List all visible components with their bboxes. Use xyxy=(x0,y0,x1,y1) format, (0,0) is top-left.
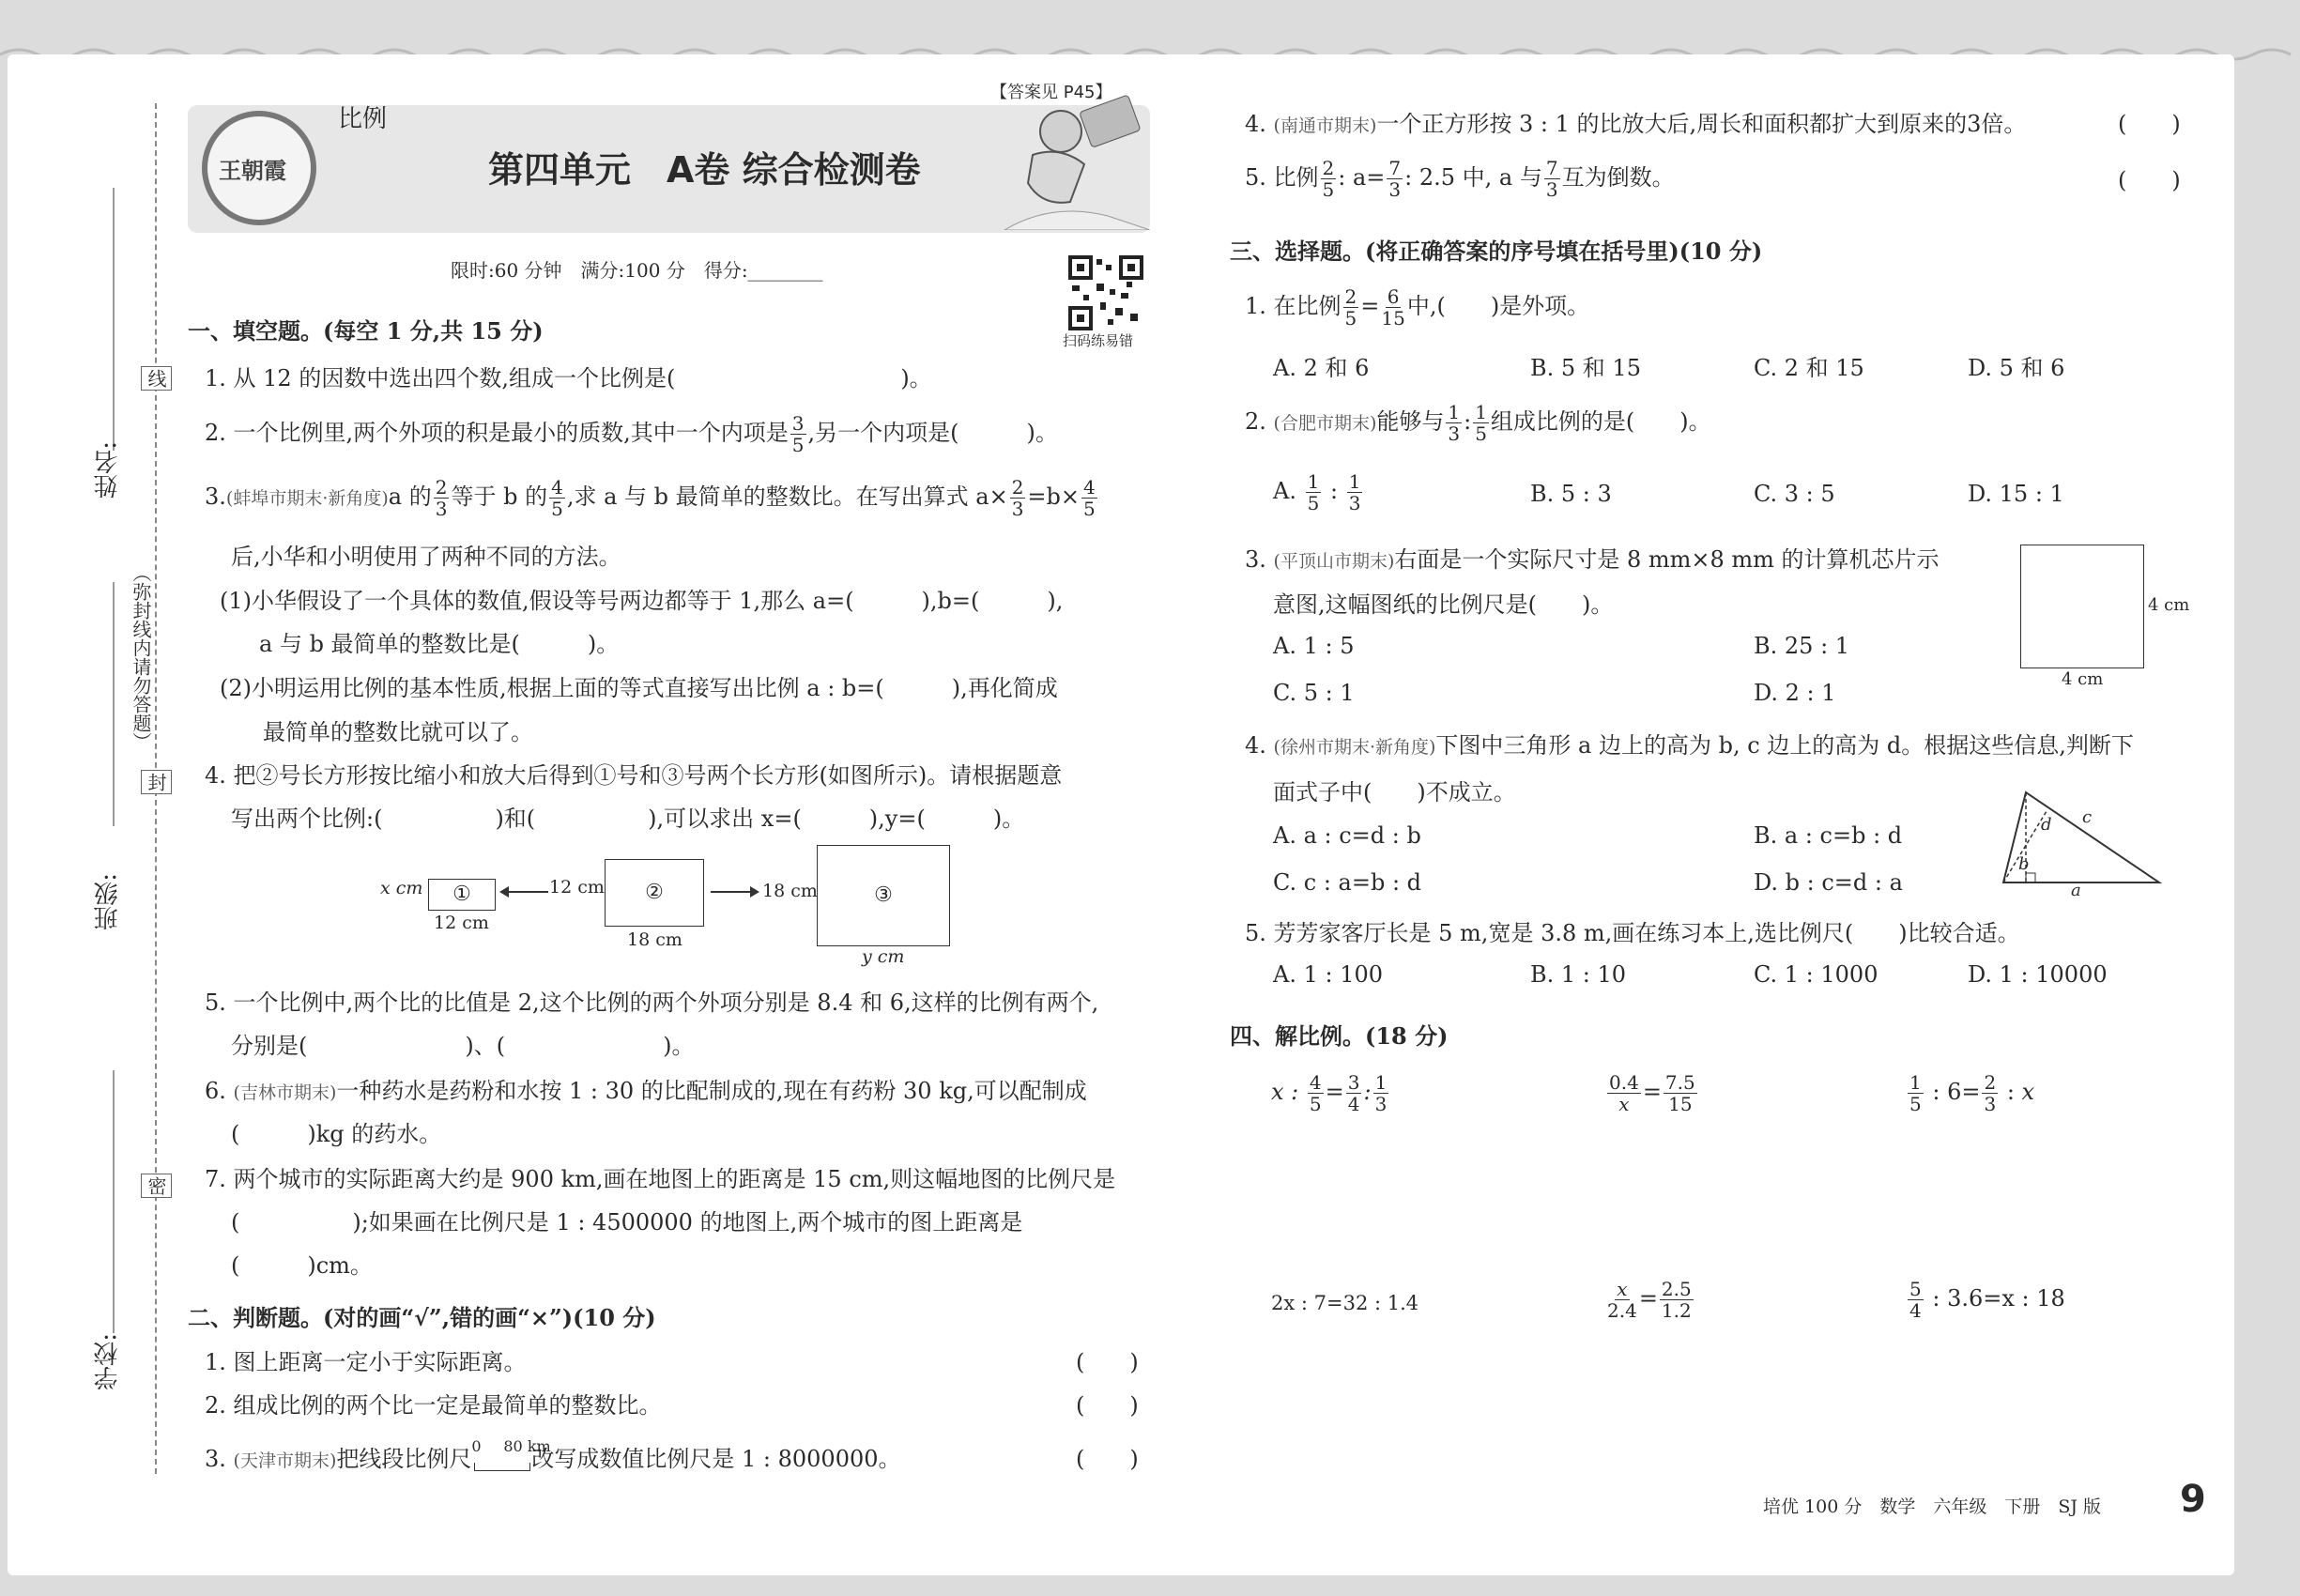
fig-w12: 12 cm xyxy=(434,913,489,933)
tri-label-a: a xyxy=(2071,881,2081,900)
s1-q3-number: 3. xyxy=(205,483,226,510)
source-tag: (徐州市期末·新角度) xyxy=(1273,737,1436,758)
s2-q5-text-a: 5. 比例 xyxy=(1245,164,1319,191)
s3-q2-opt-d[interactable]: D. 15 : 1 xyxy=(1968,481,2064,507)
fig-w18: 18 cm xyxy=(627,929,682,950)
equation-1: x : $\frac{4}{5}$ = $\frac{3}{4}$ : $\frac{1}{3}$ xyxy=(1271,1071,1388,1115)
exam-meta: 限时:60 分钟 满分:100 分 得分:________ xyxy=(451,259,823,282)
source-tag: (合肥市期末) xyxy=(1273,413,1377,434)
tri-label-d: d xyxy=(2041,815,2052,835)
s3-q4-opt-c[interactable]: C. c : a=b : d xyxy=(1273,869,1422,896)
s2-q1-answer[interactable]: ( ) xyxy=(1076,1349,1139,1375)
seal-mark: 封 xyxy=(141,770,172,794)
source-tag: (天津市期末) xyxy=(233,1450,337,1471)
fraction: $\frac{2}{5}$ xyxy=(1322,157,1335,201)
brand-logo xyxy=(202,111,316,225)
s2-q5 xyxy=(1245,158,1675,200)
s1-q3-part1-b: a 与 b 最简单的整数比是( )。 xyxy=(259,631,620,657)
s1-q2-text: 2. 一个比例里,两个外项的积是最小的质数,其中一个内项是 xyxy=(205,420,789,446)
s3-q5-opt-a[interactable]: A. 1 : 100 xyxy=(1273,961,1384,988)
s3-q2-opt-a-label: A. xyxy=(1273,478,1296,504)
s3-q4-text: 下图中三角形 a 边上的高为 b, c 边上的高为 d。根据这些信息,判断下 xyxy=(1435,732,2134,759)
s1-q4: 4. 把②号长方形按比缩小和放大后得到①号和③号两个长方形(如图所示)。请根据题意 xyxy=(205,762,1063,789)
s3-q2: 2. (合肥市期末)能够与 $\frac{1}{3}$ : $\frac{1}{5}$ 组成比例的是( )。 xyxy=(1245,401,1711,445)
s1-q1: 1. 从 12 的因数中选出四个数,组成一个比例是( )。 xyxy=(205,365,932,391)
triangle-figure xyxy=(1998,787,2167,890)
s3-q3-b: 意图,这幅图纸的比例尺是( )。 xyxy=(1273,591,1614,618)
equation-6-tail: : 3.6=x : 18 xyxy=(1932,1285,2065,1312)
s3-q4: 4. (徐州市期末·新角度)下图中三角形 a 边上的高为 b, c 边上的高为 d。根据这些信息,判断下 xyxy=(1245,732,2134,759)
fraction: $\frac{1}{5}$ xyxy=(1909,1071,1922,1115)
fraction: $\frac{1}{3}$ xyxy=(1348,470,1361,514)
name-line xyxy=(113,188,115,451)
s1-q7: 7. 两个城市的实际距离大约是 900 km,画在地图上的距离是 15 cm,则这幅地图的比例尺是 xyxy=(205,1166,1116,1192)
s1-q2-text-b: ,另一个内项是( )。 xyxy=(807,420,1058,446)
source-tag: (吉林市期末) xyxy=(233,1082,337,1103)
chip-right-label: 4 cm xyxy=(2148,595,2190,615)
s2-q3-number: 3. xyxy=(205,1446,226,1472)
seal2-mark: 密 xyxy=(141,1174,172,1198)
scale-bar xyxy=(471,1437,551,1473)
chip-square xyxy=(2020,545,2144,668)
s3-q3-opt-c[interactable]: C. 5 : 1 xyxy=(1273,680,1355,706)
fraction: $\frac{3}{5}$ xyxy=(791,412,805,456)
s3-q1-opt-a[interactable]: A. 2 和 6 xyxy=(1273,355,1370,381)
s1-q3-text: a 的 xyxy=(388,483,432,510)
s1-q7-c: ( )cm。 xyxy=(231,1252,373,1279)
equation-6 xyxy=(1906,1279,2065,1321)
fraction: $\frac{7}{3}$ xyxy=(1545,157,1558,201)
school-line xyxy=(113,1070,115,1333)
name-label: 姓名: xyxy=(94,441,122,499)
tri-label-c: c xyxy=(2082,807,2093,827)
s3-q5-opt-c[interactable]: C. 1 : 1000 xyxy=(1754,961,1878,988)
equation-3: $\frac{1}{5}$ : 6= $\frac{2}{3}$ : x xyxy=(1909,1071,2035,1115)
s1-q3-part1: (1)小华假设了一个具体的数值,假设等号两边都等于 1,那么 a=( ),b=( ), xyxy=(220,588,1064,614)
arrow-right-icon xyxy=(709,882,761,901)
unit-tag: 比例 xyxy=(338,105,388,133)
qr-code-icon[interactable] xyxy=(1068,255,1143,330)
rect-1 xyxy=(428,879,496,911)
source-tag: (南通市期末) xyxy=(1273,115,1377,136)
fraction: $\frac{2}{3}$ xyxy=(435,476,448,520)
s2-q1: 1. 图上距离一定小于实际距离。 xyxy=(205,1349,527,1375)
fraction: $\frac{5}{4}$ xyxy=(1909,1278,1922,1322)
s2-q2-answer[interactable]: ( ) xyxy=(1076,1392,1139,1419)
s1-q3 xyxy=(205,477,1099,519)
class-label: 班级: xyxy=(94,873,122,930)
fraction: $\frac{2}{3}$ xyxy=(1011,476,1024,520)
source-tag: (蚌埠市期末·新角度) xyxy=(225,488,389,509)
scale-80km: 80 km xyxy=(503,1437,551,1455)
fig-ycm: y cm xyxy=(862,946,905,967)
section4-title: 四、解比例。(18 分) xyxy=(1230,1022,1449,1050)
rect-2-label: ② xyxy=(645,881,664,904)
fraction: $\frac{1}{5}$ xyxy=(1475,401,1487,445)
section1-title: 一、填空题。(每空 1 分,共 15 分) xyxy=(188,317,544,345)
s1-q3-text-d: ,求 a 与 b 最简单的整数比。在写出算式 a× xyxy=(566,483,1008,510)
fraction: $\frac{x}{2.4}$ xyxy=(1607,1278,1637,1322)
section2-title: 二、判断题。(对的画“√”,错的画“×”)(10 分) xyxy=(188,1304,656,1331)
s2-q3 xyxy=(205,1437,901,1473)
qr-caption: 扫码练易错 xyxy=(1063,332,1134,349)
seal-warning: （弥封线内请勿答题） xyxy=(128,563,155,751)
fraction: $\frac{1}{3}$ xyxy=(1374,1071,1388,1115)
s3-q1-eq: = xyxy=(1360,293,1380,319)
s2-q3-text: 把线段比例尺 xyxy=(336,1446,472,1472)
s2-q5-text-c: : 2.5 中, a 与 xyxy=(1404,164,1542,191)
s3-q3-opt-d[interactable]: D. 2 : 1 xyxy=(1754,680,1836,706)
equation-5: $\frac{x}{2.4}$ = $\frac{2.5}{1.2}$ xyxy=(1607,1278,1692,1322)
s3-q1 xyxy=(1245,286,1589,329)
s3-q4-opt-d[interactable]: D. b : c=d : a xyxy=(1754,869,1903,896)
answer-ref: 【答案见 P45】 xyxy=(990,83,1112,102)
line-mark: 线 xyxy=(141,366,172,391)
section3-title: 三、选择题。(将正确答案的序号填在括号里)(10 分) xyxy=(1230,238,1763,265)
s3-q2-opt-a[interactable]: A. $\frac{1}{5}$ : $\frac{1}{3}$ xyxy=(1273,470,1361,514)
logo-text: 王朝霞 xyxy=(219,157,286,184)
s3-q4-b: 面式子中( )不成立。 xyxy=(1273,779,1516,806)
fraction: $\frac{4}{5}$ xyxy=(551,476,563,520)
fraction: $\frac{7}{3}$ xyxy=(1388,157,1402,201)
s2-q5-text-d: 互为倒数。 xyxy=(1561,164,1675,191)
fraction: $\frac{2.5}{1.2}$ xyxy=(1661,1278,1692,1322)
s3-q1-opt-d[interactable]: D. 5 和 6 xyxy=(1968,355,2065,381)
s3-q4-opt-a[interactable]: A. a : c=d : b xyxy=(1273,822,1421,849)
s2-q4-text: 一个正方形按 3 : 1 的比放大后,周长和面积都扩大到原来的3倍。 xyxy=(1376,111,2027,137)
fraction: $\frac{1}{5}$ xyxy=(1307,470,1320,514)
s2-q4: 4. (南通市期末)一个正方形按 3 : 1 的比放大后,周长和面积都扩大到原来的3倍。 xyxy=(1245,111,2027,137)
s1-q3-part2-b: 最简单的整数比就可以了。 xyxy=(263,719,533,745)
source-tag: (平顶山市期末) xyxy=(1273,551,1395,572)
s1-q4-b: 写出两个比例:( )和( ),可以求出 x=( ),y=( )。 xyxy=(231,806,1025,832)
fraction: $\frac{2}{5}$ xyxy=(1344,285,1357,330)
s1-q6-b: ( )kg 的药水。 xyxy=(231,1121,442,1147)
s3-q5: 5. 芳芳家客厅长是 5 m,宽是 3.8 m,画在练习本上,选比例尺( )比较合适。 xyxy=(1245,920,2020,946)
s2-q2: 2. 组成比例的两个比一定是最简单的整数比。 xyxy=(205,1392,662,1419)
rect-2 xyxy=(605,859,704,927)
fraction: $\frac{6}{15}$ xyxy=(1381,285,1405,330)
s3-q3-text: 右面是一个实际尺寸是 8 mm×8 mm 的计算机芯片示 xyxy=(1394,546,1940,573)
rect-1-label: ① xyxy=(452,882,471,906)
s3-q3: 3. (平顶山市期末)右面是一个实际尺寸是 8 mm×8 mm 的计算机芯片示 xyxy=(1245,546,1940,573)
scale-zero: 0 xyxy=(471,1437,482,1455)
equation-4: 2x : 7=32 : 1.4 xyxy=(1271,1292,1419,1314)
s3-q3-opt-a[interactable]: A. 1 : 5 xyxy=(1273,633,1355,659)
school-label: 学校: xyxy=(94,1333,122,1390)
fig-arrow18: 18 cm xyxy=(762,881,818,901)
rect-3-label: ③ xyxy=(874,883,893,907)
s3-q2-opt-c[interactable]: C. 3 : 5 xyxy=(1754,481,1835,507)
page-number: 9 xyxy=(2180,1478,2206,1521)
s3-q1-opt-c[interactable]: C. 2 和 15 xyxy=(1754,355,1864,381)
s2-q3-text-c: 改写成数值比例尺是 1 : 8000000。 xyxy=(531,1446,901,1472)
fraction: $\frac{2}{3}$ xyxy=(1984,1071,1997,1115)
s1-q6: 6. (吉林市期末)一种药水是药粉和水按 1 : 30 的比配制成的,现在有药粉 30 kg,可以配制成 xyxy=(205,1078,1087,1104)
equation-2: $\frac{0.4}{x}$ = $\frac{7.5}{15}$ xyxy=(1609,1071,1695,1115)
s1-q3-text-e: =b× xyxy=(1027,483,1081,510)
s2-q5-answer[interactable]: ( ) xyxy=(2118,167,2181,193)
s1-q6-text: 一种药水是药粉和水按 1 : 30 的比配制成的,现在有药粉 30 kg,可以配制成 xyxy=(336,1078,1087,1104)
rect-3 xyxy=(817,845,950,946)
fraction: $\frac{0.4}{x}$ xyxy=(1609,1071,1639,1115)
s3-q5-opt-d[interactable]: D. 1 : 10000 xyxy=(1968,961,2108,988)
s1-q5: 5. 一个比例中,两个比的比值是 2,这个比例的两个外项分别是 8.4 和 6,这样的比例有两个, xyxy=(205,990,1099,1016)
s1-q3-continued: 后,小华和小明使用了两种不同的方法。 xyxy=(231,544,621,570)
class-line xyxy=(113,582,115,826)
fig-xcm: x cm xyxy=(380,878,423,898)
arrow-left-icon xyxy=(498,882,550,901)
s3-q2-opt-b[interactable]: B. 5 : 3 xyxy=(1530,481,1612,507)
s1-q3-part2: (2)小明运用比例的基本性质,根据上面的等式直接写出比例 a : b=( ),再化简成 xyxy=(220,675,1058,701)
s1-q7-b: ( );如果画在比例尺是 1 : 4500000 的地图上,两个城市的图上距离是 xyxy=(231,1209,1023,1235)
s3-q1-text-a: 1. 在比例 xyxy=(1245,293,1342,319)
s1-q3-text-c: 等于 b 的 xyxy=(451,483,548,510)
page-title: 第四单元 A卷 综合检测卷 xyxy=(488,149,921,191)
fraction: $\frac{1}{3}$ xyxy=(1448,401,1461,445)
s2-q3-answer[interactable]: ( ) xyxy=(1076,1446,1139,1472)
s3-q5-opt-b[interactable]: B. 1 : 10 xyxy=(1530,961,1627,988)
fraction: $\frac{4}{5}$ xyxy=(1083,476,1096,520)
chip-bottom-label: 4 cm xyxy=(2062,669,2104,689)
s3-q1-opt-b[interactable]: B. 5 和 15 xyxy=(1530,355,1641,381)
fraction: $\frac{7.5}{15}$ xyxy=(1664,1071,1695,1115)
s3-q2-text-a: 能够与 xyxy=(1376,408,1445,435)
s1-q2 xyxy=(205,413,1058,455)
s3-q2-text-c: 组成比例的是( )。 xyxy=(1490,408,1711,435)
tri-label-b: b xyxy=(2018,854,2030,874)
fig-arrow12: 12 cm xyxy=(549,877,605,898)
fraction: $\frac{3}{4}$ xyxy=(1347,1071,1360,1115)
s3-q1-text-c: 中,( )是外项。 xyxy=(1406,293,1590,319)
mascot-illustration xyxy=(995,89,1150,230)
s2-q4-answer[interactable]: ( ) xyxy=(2118,111,2181,137)
s3-q4-opt-b[interactable]: B. a : c=b : d xyxy=(1754,822,1903,849)
s3-q2-colon: : xyxy=(1464,408,1472,435)
fraction: $\frac{4}{5}$ xyxy=(1309,1071,1322,1115)
footer-series: 培优 100 分 数学 六年级 下册 SJ 版 xyxy=(1763,1496,2102,1517)
s1-q5-b: 分别是( )、( )。 xyxy=(231,1033,695,1059)
s2-q5-text-b: : a= xyxy=(1338,164,1386,191)
s3-q3-opt-b[interactable]: B. 25 : 1 xyxy=(1754,633,1850,659)
